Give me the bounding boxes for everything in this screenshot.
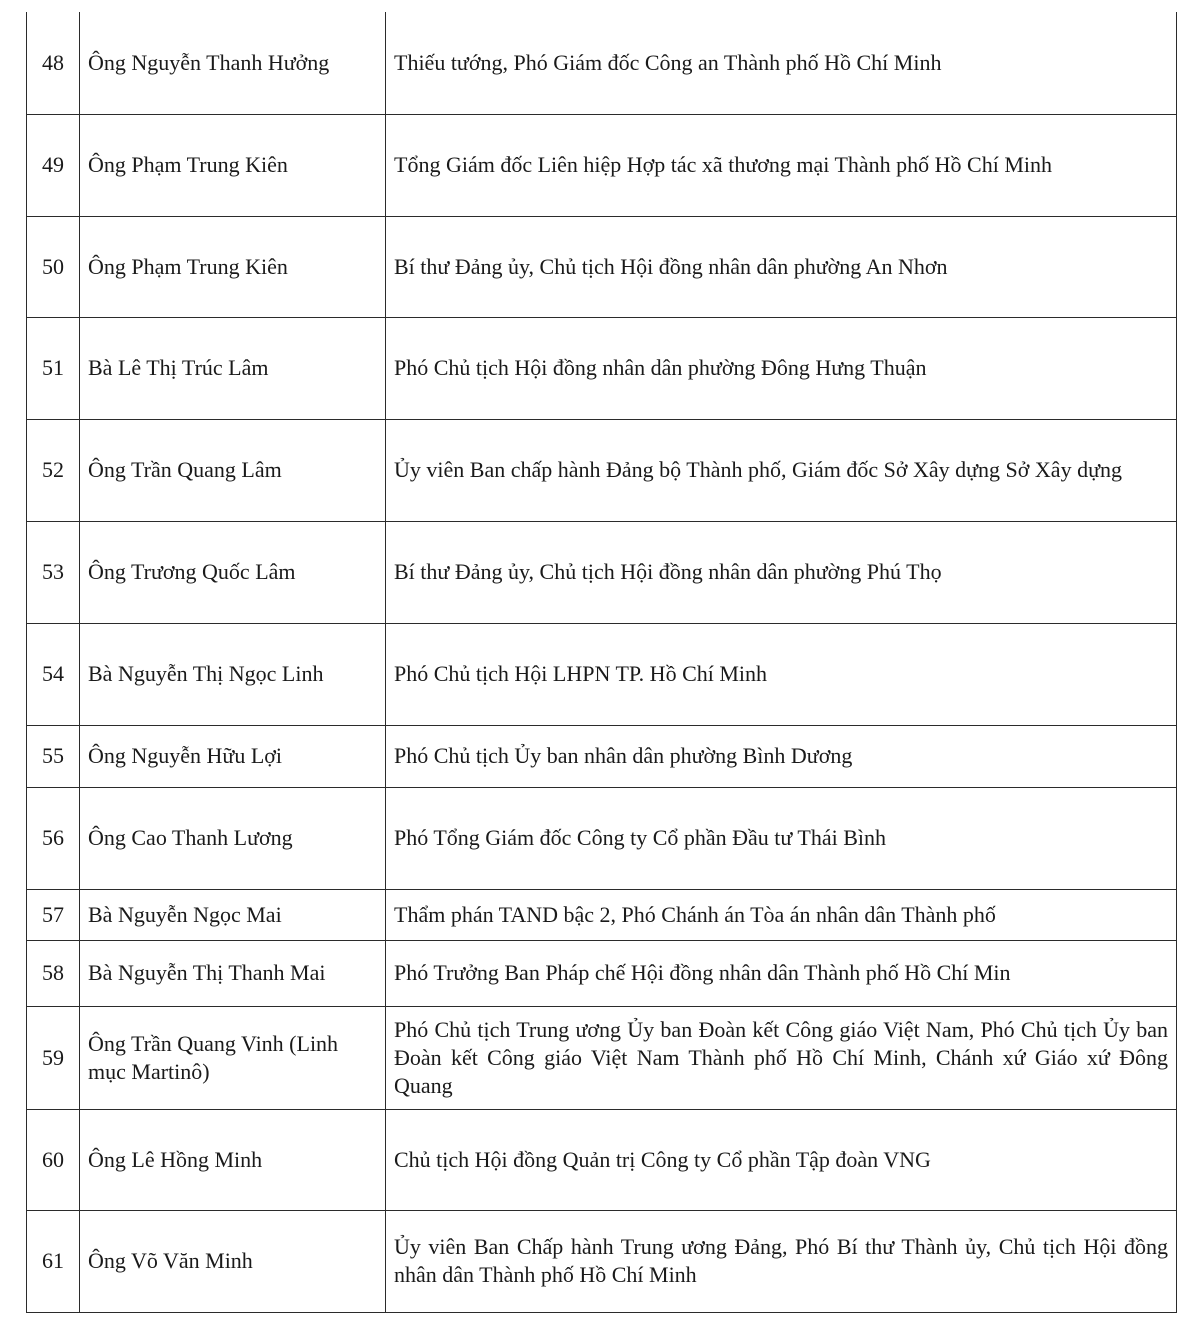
member-position: Phó Chủ tịch Hội LHPN TP. Hồ Chí Minh [386,623,1177,725]
member-position: Ủy viên Ban chấp hành Đảng bộ Thành phố, Giám đốc Sở Xây dựng Sở Xây dựng [386,419,1177,521]
member-position: Chủ tịch Hội đồng Quản trị Công ty Cổ phần Tập đoàn VNG [386,1109,1177,1210]
member-position: Thẩm phán TAND bậc 2, Phó Chánh án Tòa án nhân dân Thành phố [386,889,1177,940]
table-row [27,1109,1177,1210]
member-name: Ông Võ Văn Minh [80,1210,386,1312]
member-name: Ông Cao Thanh Lương [80,787,386,889]
row-number: 51 [27,317,80,419]
member-position: Phó Trưởng Ban Pháp chế Hội đồng nhân dân Thành phố Hồ Chí Min [386,940,1177,1006]
member-name: Bà Nguyễn Thị Thanh Mai [80,940,386,1006]
row-number: 49 [27,114,80,216]
member-position: Tổng Giám đốc Liên hiệp Hợp tác xã thương mại Thành phố Hồ Chí Minh [386,114,1177,216]
table-row [27,787,1177,889]
table-row [27,521,1177,623]
member-name: Ông Lê Hồng Minh [80,1109,386,1210]
member-position: Thiếu tướng, Phó Giám đốc Công an Thành phố Hồ Chí Minh [386,12,1177,114]
member-list-sheet [26,12,1176,1313]
table-row [27,419,1177,521]
member-name: Ông Trần Quang Lâm [80,419,386,521]
table-row [27,12,1177,114]
row-number: 57 [27,889,80,940]
table-row [27,317,1177,419]
row-number: 59 [27,1006,80,1109]
row-number: 56 [27,787,80,889]
table-row [27,114,1177,216]
member-name: Ông Phạm Trung Kiên [80,114,386,216]
member-name: Bà Nguyễn Ngọc Mai [80,889,386,940]
member-name: Ông Trương Quốc Lâm [80,521,386,623]
member-table [26,12,1177,1313]
table-row [27,1006,1177,1109]
member-position: Phó Tổng Giám đốc Công ty Cổ phần Đầu tư Thái Bình [386,787,1177,889]
row-number: 53 [27,521,80,623]
member-name: Bà Lê Thị Trúc Lâm [80,317,386,419]
row-number: 54 [27,623,80,725]
row-number: 61 [27,1210,80,1312]
row-number: 60 [27,1109,80,1210]
member-name: Ông Nguyễn Hữu Lợi [80,725,386,787]
member-position: Ủy viên Ban Chấp hành Trung ương Đảng, Phó Bí thư Thành ủy, Chủ tịch Hội đồng nhân dân Thành phố Hồ Chí Minh [386,1210,1177,1312]
table-row [27,940,1177,1006]
member-position: Bí thư Đảng ủy, Chủ tịch Hội đồng nhân dân phường An Nhơn [386,216,1177,317]
table-row [27,725,1177,787]
row-number: 50 [27,216,80,317]
row-number: 52 [27,419,80,521]
table-row [27,623,1177,725]
table-row [27,216,1177,317]
table-row [27,1210,1177,1312]
member-position: Phó Chủ tịch Hội đồng nhân dân phường Đông Hưng Thuận [386,317,1177,419]
member-name: Ông Nguyễn Thanh Hưởng [80,12,386,114]
table-row [27,889,1177,940]
member-name: Ông Phạm Trung Kiên [80,216,386,317]
member-position: Bí thư Đảng ủy, Chủ tịch Hội đồng nhân dân phường Phú Thọ [386,521,1177,623]
member-position: Phó Chủ tịch Ủy ban nhân dân phường Bình Dương [386,725,1177,787]
row-number: 55 [27,725,80,787]
member-name: Bà Nguyễn Thị Ngọc Linh [80,623,386,725]
member-name: Ông Trần Quang Vinh (Linh mục Martinô) [80,1006,386,1109]
row-number: 48 [27,12,80,114]
member-position: Phó Chủ tịch Trung ương Ủy ban Đoàn kết Công giáo Việt Nam, Phó Chủ tịch Ủy ban Đoàn kết Công giáo Việt Nam Thành phố Hồ Chí Minh, Chánh xứ Giáo xứ Đông Quang [386,1006,1177,1109]
row-number: 58 [27,940,80,1006]
